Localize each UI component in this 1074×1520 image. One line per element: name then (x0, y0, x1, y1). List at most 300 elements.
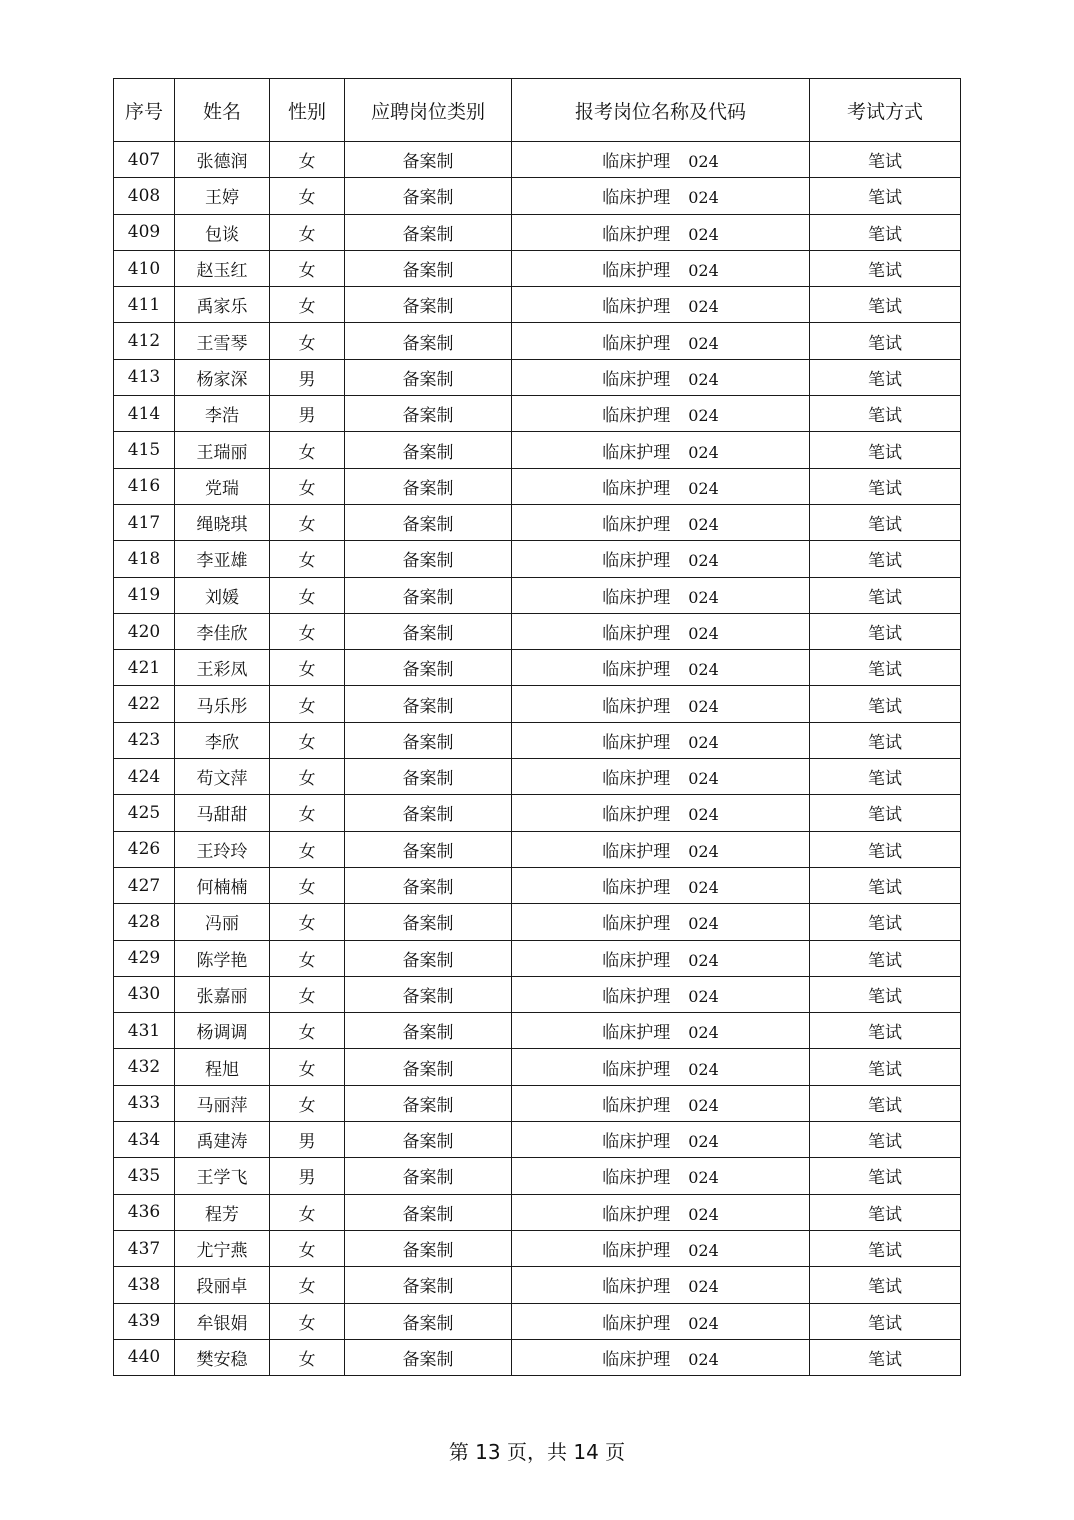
cell-no: 411 (114, 287, 175, 323)
header-position: 报考岗位名称及代码 (512, 79, 810, 142)
position-code: 024 (688, 587, 719, 607)
cell-name: 包谈 (175, 214, 270, 250)
cell-no: 440 (114, 1339, 175, 1375)
position-name: 临床护理 (602, 950, 671, 971)
position-code: 024 (688, 478, 719, 498)
cell-position (512, 1230, 810, 1266)
cell-position (512, 1267, 810, 1303)
cell-position (512, 359, 810, 395)
cell-position (512, 904, 810, 940)
cell-gender: 女 (270, 1267, 345, 1303)
cell-name: 王学飞 (175, 1158, 270, 1194)
cell-position (512, 867, 810, 903)
cell-method: 笔试 (810, 287, 961, 323)
cell-name: 牟银娟 (175, 1303, 270, 1339)
cell-no: 432 (114, 1049, 175, 1085)
cell-category: 备案制 (345, 1267, 512, 1303)
cell-method: 笔试 (810, 142, 961, 178)
cell-category: 备案制 (345, 1339, 512, 1375)
position-code: 024 (688, 914, 719, 934)
cell-position (512, 468, 810, 504)
cell-name: 李浩 (175, 396, 270, 432)
position-code: 024 (688, 152, 719, 172)
cell-method: 笔试 (810, 1267, 961, 1303)
position-name: 临床护理 (602, 914, 671, 935)
cell-category: 备案制 (345, 504, 512, 540)
table-row (114, 323, 961, 359)
cell-method: 笔试 (810, 432, 961, 468)
position-code: 024 (688, 369, 719, 389)
cell-gender: 女 (270, 1303, 345, 1339)
cell-category: 备案制 (345, 178, 512, 214)
position-name: 临床护理 (602, 841, 671, 862)
cell-position (512, 577, 810, 613)
position-name: 临床护理 (602, 152, 671, 173)
cell-no: 416 (114, 468, 175, 504)
table-row (114, 1085, 961, 1121)
cell-gender: 女 (270, 686, 345, 722)
candidate-table (113, 78, 961, 1376)
position-code: 024 (688, 878, 719, 898)
cell-no: 413 (114, 359, 175, 395)
cell-method: 笔试 (810, 1339, 961, 1375)
cell-no: 408 (114, 178, 175, 214)
position-code: 024 (688, 515, 719, 535)
cell-name: 马丽萍 (175, 1085, 270, 1121)
position-name: 临床护理 (602, 624, 671, 644)
cell-gender: 女 (270, 432, 345, 468)
cell-method: 笔试 (810, 795, 961, 831)
cell-name: 陈学艳 (175, 940, 270, 976)
header-name: 姓名 (175, 79, 270, 142)
cell-name: 苟文萍 (175, 759, 270, 795)
cell-gender: 女 (270, 613, 345, 649)
cell-position (512, 1122, 810, 1158)
cell-category: 备案制 (345, 1085, 512, 1121)
cell-category: 备案制 (345, 359, 512, 395)
cell-method: 笔试 (810, 250, 961, 286)
cell-category: 备案制 (345, 831, 512, 867)
cell-no: 422 (114, 686, 175, 722)
table-row (114, 1194, 961, 1230)
table-row (114, 722, 961, 758)
position-code: 024 (688, 333, 719, 353)
cell-name: 尤宁燕 (175, 1230, 270, 1266)
cell-no: 436 (114, 1194, 175, 1230)
position-code: 024 (688, 1241, 719, 1261)
position-code: 024 (688, 1095, 719, 1115)
position-name: 临床护理 (602, 515, 671, 536)
cell-position (512, 1049, 810, 1085)
cell-category: 备案制 (345, 904, 512, 940)
position-name: 临床护理 (602, 1023, 671, 1044)
position-code: 024 (688, 1349, 719, 1369)
cell-no: 433 (114, 1085, 175, 1121)
position-code: 024 (688, 261, 719, 281)
table-row (114, 1339, 961, 1375)
cell-position (512, 1339, 810, 1375)
cell-method: 笔试 (810, 504, 961, 540)
table-row (114, 831, 961, 867)
position-name: 临床护理 (602, 986, 671, 1007)
cell-gender: 女 (270, 759, 345, 795)
cell-position (512, 940, 810, 976)
cell-method: 笔试 (810, 1013, 961, 1049)
cell-name: 杨调调 (175, 1013, 270, 1049)
cell-method: 笔试 (810, 940, 961, 976)
cell-gender: 女 (270, 468, 345, 504)
cell-position (512, 323, 810, 359)
position-name: 临床护理 (602, 805, 671, 826)
position-code: 024 (688, 986, 719, 1006)
cell-no: 428 (114, 904, 175, 940)
cell-method: 笔试 (810, 759, 961, 795)
cell-gender: 女 (270, 577, 345, 613)
position-name: 临床护理 (602, 261, 671, 282)
cell-method: 笔试 (810, 613, 961, 649)
cell-position (512, 650, 810, 686)
table-row (114, 142, 961, 178)
cell-name: 王玲玲 (175, 831, 270, 867)
cell-no: 414 (114, 396, 175, 432)
position-code: 024 (688, 732, 719, 752)
header-no: 序号 (114, 79, 175, 142)
position-code: 024 (688, 1313, 719, 1333)
position-code: 024 (688, 805, 719, 825)
cell-name: 何楠楠 (175, 867, 270, 903)
position-code: 024 (688, 551, 719, 571)
cell-gender: 女 (270, 650, 345, 686)
position-name: 临床护理 (602, 732, 671, 753)
cell-no: 419 (114, 577, 175, 613)
cell-category: 备案制 (345, 541, 512, 577)
cell-category: 备案制 (345, 1230, 512, 1266)
table-row (114, 686, 961, 722)
position-name: 临床护理 (602, 1277, 671, 1298)
cell-no: 427 (114, 867, 175, 903)
cell-position (512, 976, 810, 1012)
cell-category: 备案制 (345, 250, 512, 286)
table-row (114, 432, 961, 468)
position-name: 临床护理 (602, 587, 671, 608)
cell-position (512, 795, 810, 831)
cell-name: 王瑞丽 (175, 432, 270, 468)
cell-name: 禹建涛 (175, 1122, 270, 1158)
cell-name: 马乐彤 (175, 686, 270, 722)
cell-gender: 男 (270, 359, 345, 395)
position-name: 临床护理 (602, 1241, 671, 1262)
table-row (114, 940, 961, 976)
table-row (114, 396, 961, 432)
cell-gender: 女 (270, 867, 345, 903)
cell-category: 备案制 (345, 1049, 512, 1085)
cell-category: 备案制 (345, 468, 512, 504)
cell-name: 张德润 (175, 142, 270, 178)
cell-gender: 女 (270, 940, 345, 976)
table-row (114, 1303, 961, 1339)
cell-method: 笔试 (810, 359, 961, 395)
cell-name: 王婷 (175, 178, 270, 214)
cell-name: 刘媛 (175, 577, 270, 613)
cell-method: 笔试 (810, 1230, 961, 1266)
position-name: 临床护理 (602, 769, 671, 790)
cell-position (512, 686, 810, 722)
position-name: 临床护理 (602, 442, 671, 463)
cell-category: 备案制 (345, 1122, 512, 1158)
cell-gender: 男 (270, 396, 345, 432)
cell-category: 备案制 (345, 759, 512, 795)
table-row (114, 759, 961, 795)
cell-category: 备案制 (345, 976, 512, 1012)
cell-method: 笔试 (810, 1122, 961, 1158)
table-row (114, 250, 961, 286)
cell-no: 439 (114, 1303, 175, 1339)
cell-position (512, 396, 810, 432)
table-row (114, 468, 961, 504)
cell-name: 冯丽 (175, 904, 270, 940)
table-row (114, 795, 961, 831)
table-row (114, 1230, 961, 1266)
header-category: 应聘岗位类别 (345, 79, 512, 142)
position-name: 临床护理 (602, 478, 671, 499)
position-name: 临床护理 (602, 369, 671, 390)
cell-gender: 女 (270, 214, 345, 250)
table-row (114, 287, 961, 323)
cell-position (512, 504, 810, 540)
position-name: 临床护理 (602, 1095, 671, 1116)
cell-name: 程旭 (175, 1049, 270, 1085)
position-name: 临床护理 (602, 224, 671, 245)
cell-name: 王彩凤 (175, 650, 270, 686)
position-name: 临床护理 (602, 1059, 671, 1080)
cell-method: 笔试 (810, 686, 961, 722)
cell-name: 党瑞 (175, 468, 270, 504)
cell-name: 杨家深 (175, 359, 270, 395)
cell-gender: 女 (270, 504, 345, 540)
position-code: 024 (688, 442, 719, 462)
position-name: 临床护理 (602, 1132, 671, 1153)
cell-no: 426 (114, 831, 175, 867)
cell-position (512, 178, 810, 214)
cell-no: 434 (114, 1122, 175, 1158)
cell-category: 备案制 (345, 1194, 512, 1230)
cell-category: 备案制 (345, 287, 512, 323)
cell-no: 425 (114, 795, 175, 831)
table-header (114, 79, 961, 142)
cell-method: 笔试 (810, 541, 961, 577)
cell-category: 备案制 (345, 432, 512, 468)
table-row (114, 613, 961, 649)
cell-method: 笔试 (810, 904, 961, 940)
cell-name: 段丽卓 (175, 1267, 270, 1303)
position-code: 024 (688, 841, 719, 861)
cell-category: 备案制 (345, 1303, 512, 1339)
table-row (114, 976, 961, 1012)
cell-gender: 男 (270, 1122, 345, 1158)
position-code: 024 (688, 660, 719, 680)
header-gender: 性别 (270, 79, 345, 142)
table-row (114, 1158, 961, 1194)
cell-category: 备案制 (345, 686, 512, 722)
cell-method: 笔试 (810, 1049, 961, 1085)
cell-no: 420 (114, 613, 175, 649)
cell-position (512, 287, 810, 323)
cell-method: 笔试 (810, 650, 961, 686)
position-code: 024 (688, 406, 719, 426)
table-row (114, 504, 961, 540)
position-name: 临床护理 (602, 333, 671, 354)
cell-position (512, 1013, 810, 1049)
cell-gender: 女 (270, 904, 345, 940)
cell-gender: 女 (270, 1194, 345, 1230)
table-row (114, 1267, 961, 1303)
header-row (114, 79, 961, 142)
cell-gender: 男 (270, 1158, 345, 1194)
cell-category: 备案制 (345, 396, 512, 432)
table-row (114, 1013, 961, 1049)
position-name: 临床护理 (602, 406, 671, 427)
position-name: 临床护理 (602, 1204, 671, 1225)
cell-position (512, 541, 810, 577)
cell-position (512, 831, 810, 867)
cell-method: 笔试 (810, 1303, 961, 1339)
position-code: 024 (688, 1023, 719, 1043)
cell-gender: 女 (270, 1085, 345, 1121)
cell-gender: 女 (270, 178, 345, 214)
cell-gender: 女 (270, 250, 345, 286)
table-row (114, 1122, 961, 1158)
position-name: 临床护理 (602, 660, 671, 681)
cell-category: 备案制 (345, 1158, 512, 1194)
cell-category: 备案制 (345, 650, 512, 686)
position-name: 临床护理 (602, 188, 671, 209)
cell-category: 备案制 (345, 577, 512, 613)
cell-gender: 女 (270, 1013, 345, 1049)
cell-gender: 女 (270, 722, 345, 758)
position-code: 024 (688, 769, 719, 789)
position-code: 024 (688, 696, 719, 716)
cell-gender: 女 (270, 1339, 345, 1375)
cell-gender: 女 (270, 1230, 345, 1266)
cell-name: 禹家乐 (175, 287, 270, 323)
cell-name: 樊安稳 (175, 1339, 270, 1375)
cell-category: 备案制 (345, 795, 512, 831)
cell-position (512, 214, 810, 250)
table-row (114, 541, 961, 577)
position-code: 024 (688, 297, 719, 317)
cell-gender: 女 (270, 142, 345, 178)
cell-name: 绳晓琪 (175, 504, 270, 540)
cell-name: 张嘉丽 (175, 976, 270, 1012)
cell-name: 李佳欣 (175, 613, 270, 649)
cell-category: 备案制 (345, 142, 512, 178)
cell-method: 笔试 (810, 178, 961, 214)
cell-gender: 女 (270, 976, 345, 1012)
cell-method: 笔试 (810, 722, 961, 758)
cell-no: 424 (114, 759, 175, 795)
cell-method: 笔试 (810, 976, 961, 1012)
cell-position (512, 250, 810, 286)
cell-no: 430 (114, 976, 175, 1012)
cell-gender: 女 (270, 287, 345, 323)
cell-position (512, 1303, 810, 1339)
position-name: 临床护理 (602, 1349, 671, 1370)
cell-no: 435 (114, 1158, 175, 1194)
cell-method: 笔试 (810, 1158, 961, 1194)
position-code: 024 (688, 224, 719, 244)
cell-no: 409 (114, 214, 175, 250)
cell-method: 笔试 (810, 1085, 961, 1121)
cell-no: 412 (114, 323, 175, 359)
position-name: 临床护理 (602, 551, 671, 572)
cell-method: 笔试 (810, 214, 961, 250)
position-code: 024 (688, 1168, 719, 1188)
table-row (114, 1049, 961, 1085)
cell-no: 438 (114, 1267, 175, 1303)
position-name: 临床护理 (602, 297, 671, 318)
cell-category: 备案制 (345, 613, 512, 649)
table-row (114, 577, 961, 613)
cell-method: 笔试 (810, 831, 961, 867)
cell-method: 笔试 (810, 1194, 961, 1230)
cell-no: 418 (114, 541, 175, 577)
cell-position (512, 432, 810, 468)
position-code: 024 (688, 1204, 719, 1224)
cell-name: 李欣 (175, 722, 270, 758)
cell-gender: 女 (270, 541, 345, 577)
cell-category: 备案制 (345, 940, 512, 976)
cell-no: 410 (114, 250, 175, 286)
cell-category: 备案制 (345, 323, 512, 359)
position-name: 临床护理 (602, 878, 671, 899)
position-name: 临床护理 (602, 1168, 671, 1189)
cell-method: 笔试 (810, 323, 961, 359)
table-row (114, 178, 961, 214)
page-number: 第 13 页，共 14 页 (448, 1440, 626, 1464)
cell-gender: 女 (270, 795, 345, 831)
table-row (114, 214, 961, 250)
cell-name: 李亚雄 (175, 541, 270, 577)
cell-no: 417 (114, 504, 175, 540)
cell-no: 407 (114, 142, 175, 178)
cell-position (512, 142, 810, 178)
table-row (114, 359, 961, 395)
position-code: 024 (688, 1132, 719, 1152)
cell-category: 备案制 (345, 722, 512, 758)
cell-method: 笔试 (810, 396, 961, 432)
cell-name: 程芳 (175, 1194, 270, 1230)
table-row (114, 867, 961, 903)
cell-position (512, 759, 810, 795)
cell-method: 笔试 (810, 468, 961, 504)
table-row (114, 904, 961, 940)
position-code: 024 (688, 188, 719, 208)
table-row (114, 650, 961, 686)
cell-no: 429 (114, 940, 175, 976)
cell-position (512, 613, 810, 649)
cell-no: 431 (114, 1013, 175, 1049)
position-code: 024 (688, 1059, 719, 1079)
cell-method: 笔试 (810, 577, 961, 613)
position-name: 临床护理 (602, 1313, 671, 1334)
cell-no: 421 (114, 650, 175, 686)
cell-no: 437 (114, 1230, 175, 1266)
position-code: 024 (688, 1277, 719, 1297)
cell-gender: 女 (270, 1049, 345, 1085)
cell-category: 备案制 (345, 214, 512, 250)
table-body (114, 142, 961, 1376)
cell-name: 王雪琴 (175, 323, 270, 359)
